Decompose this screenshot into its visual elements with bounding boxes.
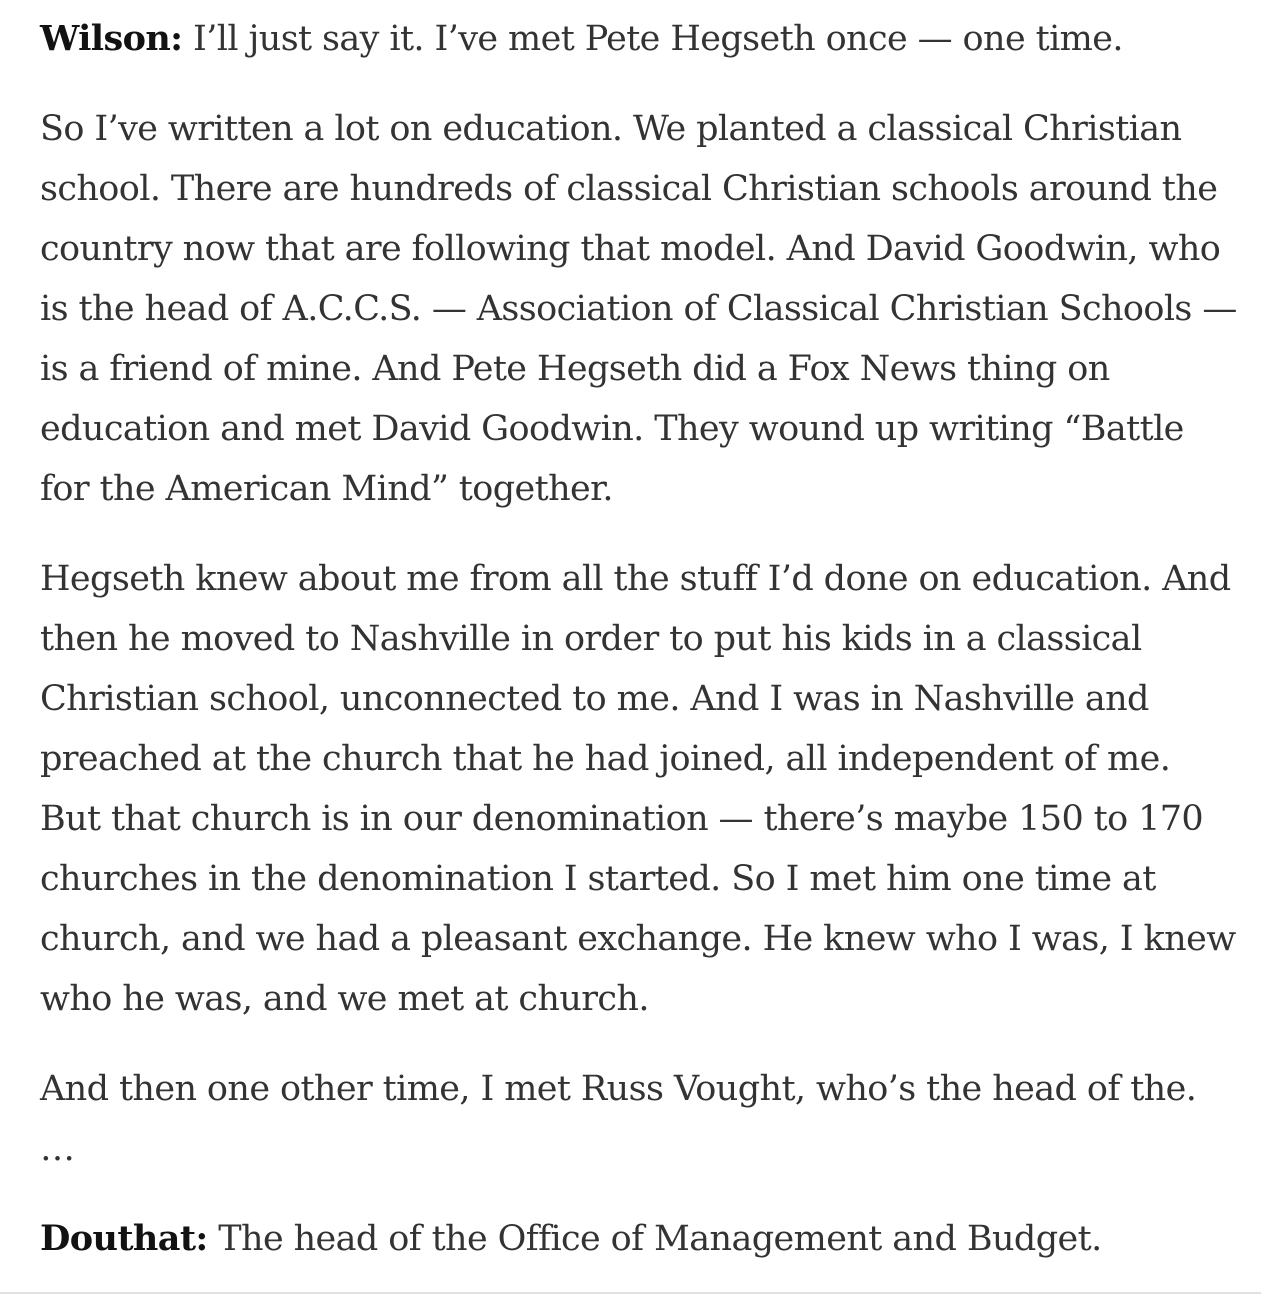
paragraph-vought xyxy=(40,1059,1240,1179)
paragraph-education xyxy=(40,99,1240,519)
paragraph-douthat xyxy=(40,1209,1240,1269)
paragraph-text: And then one other time, I met Russ Vought, who’s the head of the. … xyxy=(40,1069,1197,1169)
article-body xyxy=(40,9,1240,1299)
paragraph-wilson-intro xyxy=(40,9,1240,69)
paragraph-text: So I’ve written a lot on education. We planted a classical Christian school. There are hundreds of classical Christian schools around the country now that are following that model. And David Goodwin, who is the head of A.C.C.S. — Association of Classical Christian Schools — is a friend of mine. And Pete Hegseth did a Fox News thing on education and met David Goodwin. They wound up writing “Battle for the American Mind” together. xyxy=(40,109,1237,509)
paragraph-text: Hegseth knew about me from all the stuff I’d done on education. And then he moved to Nashville in order to put his kids in a classical Christian school, unconnected to me. And I was in Nashville and preached at the church that he had joined, all independent of me. But that church is in our denomination — there’s maybe 150 to 170 churches in the denomination I started. So I met him one time at church, and we had a pleasant exchange. He knew who I was, I knew who he was, and we met at church. xyxy=(40,559,1236,1019)
speaker-label: Wilson: xyxy=(40,18,183,59)
paragraph-text: I’ll just say it. I’ve met Pete Hegseth once — one time. xyxy=(193,19,1123,59)
paragraph-text: The head of the Office of Management and Budget. xyxy=(218,1219,1102,1259)
speaker-label: Douthat: xyxy=(40,1218,208,1259)
paragraph-hegseth xyxy=(40,549,1240,1029)
